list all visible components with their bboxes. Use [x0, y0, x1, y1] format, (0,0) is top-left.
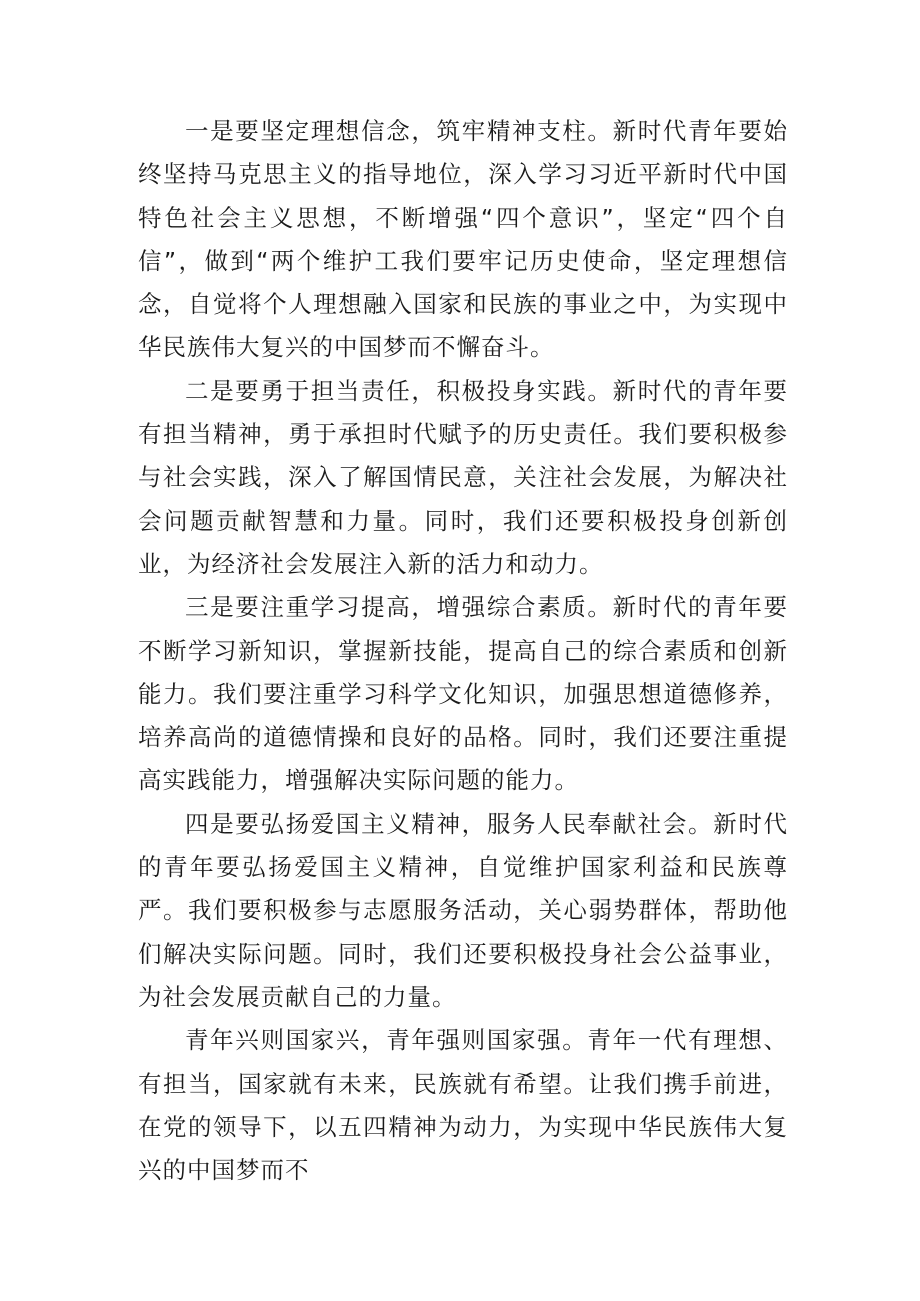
paragraph-responsibility: 二是要勇于担当责任，积极投身实践。新时代的青年要有担当精神，勇于承担时代赋予的历史责任。我们要积极参与社会实践，深入了解国情民意，关注社会发展，为解决社会问题贡献智慧和力量。同时，我们还要积极投身创新创业，为经济社会发展注入新的活力和动力。: [138, 376, 788, 578]
paragraph-learning: 三是要注重学习提高，增强综合素质。新时代的青年要不断学习新知识，掌握新技能，提高自己的综合素质和创新能力。我们要注重学习科学文化知识，加强思想道德修养，培养高尚的道德情操和良好的品格。同时，我们还要注重提高实践能力，增强解决实际问题的能力。: [138, 593, 788, 795]
paragraph-youth-conclusion: 青年兴则国家兴，青年强则国家强。青年一代有理想、有担当，国家就有未来，民族就有希望。让我们携手前进，在党的领导下，以五四精神为动力，为实现中华民族伟大复兴的中国梦而不: [138, 1026, 788, 1185]
paragraph-patriotism: 四是要弘扬爱国主义精神，服务人民奉献社会。新时代的青年要弘扬爱国主义精神，自觉维护国家利益和民族尊严。我们要积极参与志愿服务活动，关心弱势群体，帮助他们解决实际问题。同时，我们还要积极投身社会公益事业，为社会发展贡献自己的力量。: [138, 809, 788, 1011]
paragraph-ideals: 一是要坚定理想信念，筑牢精神支柱。新时代青年要始终坚持马克思主义的指导地位，深入学习习近平新时代中国特色社会主义思想，不断增强“四个意识”，坚定“四个自信”，做到“两个维护工我们要牢记历史使命，坚定理想信念，自觉将个人理想融入国家和民族的事业之中，为实现中华民族伟大复兴的中国梦而不懈奋斗。: [138, 117, 788, 362]
document-body: [138, 110, 788, 1192]
